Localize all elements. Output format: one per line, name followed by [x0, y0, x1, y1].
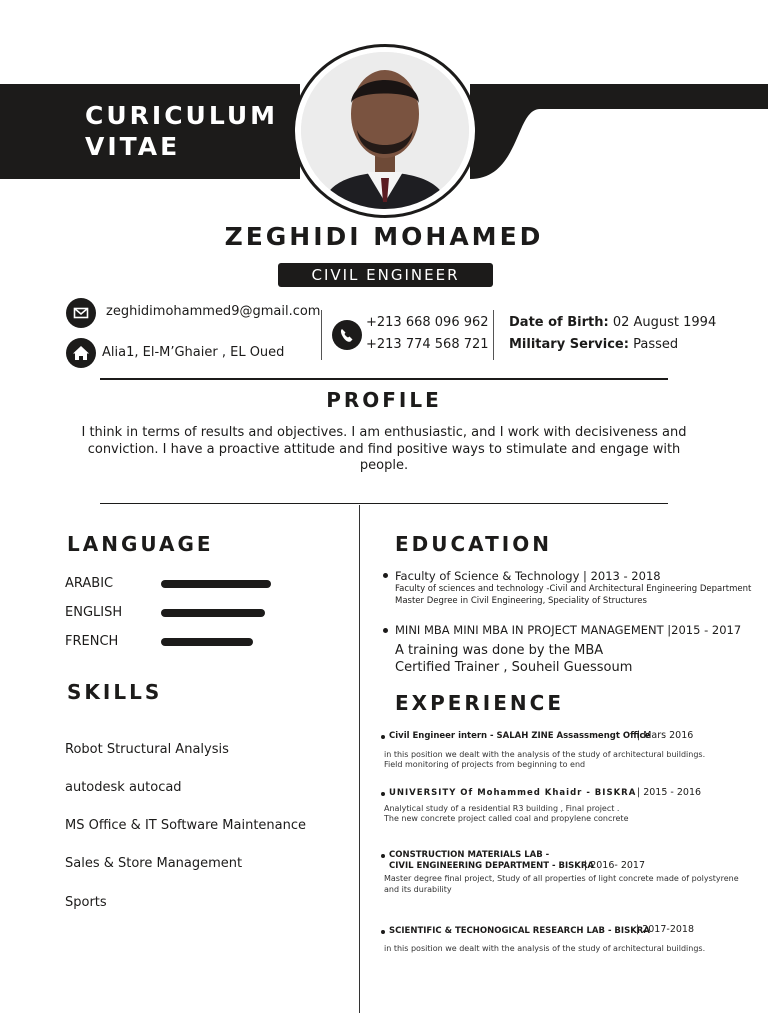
contact-divider-2 [493, 310, 494, 360]
experience-title: EXPERIENCE [395, 691, 564, 715]
experience-bullet [381, 854, 385, 858]
phone-2-text: +213 774 568 721 [366, 337, 489, 352]
experience-description: in this position we dealt with the analysis of the study of architectural buildings. [384, 750, 706, 759]
column-divider [359, 505, 360, 1013]
experience-description: Analytical study of a residential R3 building , Final project . [384, 804, 620, 813]
skills-title: SKILLS [67, 680, 163, 704]
email-icon [66, 298, 96, 328]
experience-bullet [381, 792, 385, 796]
skill-item: Sales & Store Management [65, 856, 243, 871]
experience-description: Field monitoring of projects from beginning to end [384, 760, 586, 769]
phone-icon [332, 320, 362, 350]
education-note: Certified Trainer , Souheil Guessoum [395, 660, 633, 675]
profile-text: I think in terms of results and objectives. I am enthusiastic, and I work with decisiveness and conviction. I have a proactive attitude and find positive ways to stimulate and engage with people. [81, 425, 687, 473]
experience-date: | 2017-2018 [636, 924, 695, 935]
skill-item: Sports [65, 895, 107, 910]
title-line-1: CURICULUM [85, 101, 279, 130]
dob-label: Date of Birth: [509, 315, 609, 330]
skill-item: autodesk autocad [65, 780, 182, 795]
date-of-birth [509, 315, 716, 330]
experience-role-line-2: CIVIL ENGINEERING DEPARTMENT - BISKRA [389, 861, 595, 871]
experience-description: The new concrete project called coal and propylene concrete [384, 814, 629, 823]
experience-description: in this position we dealt with the analysis of the study of architectural buildings. [384, 944, 706, 953]
experience-date: | 2016- 2017 [584, 860, 646, 871]
education-heading: MINI MBA MINI MBA IN PROJECT MANAGEMENT |2015 - 2017 [395, 623, 742, 637]
language-name: ARABIC [65, 576, 114, 591]
experience-date: | Mars 2016 [637, 730, 694, 741]
profile-photo [301, 52, 469, 209]
phone-1-text: +213 668 096 962 [366, 315, 489, 330]
experience-bullet [381, 930, 385, 934]
email-text[interactable]: zeghidimohammed9@gmail.com [106, 304, 321, 319]
language-name: ENGLISH [65, 605, 123, 620]
skill-item: MS Office & IT Software Maintenance [65, 818, 307, 833]
profile-top-divider [100, 378, 668, 380]
language-level-bar [161, 609, 265, 617]
contact-divider-1 [321, 310, 322, 360]
experience-role: UNIVERSITY Of Mohammed Khaidr - BISKRA [389, 788, 637, 798]
education-title: EDUCATION [395, 532, 552, 556]
experience-bullet [381, 735, 385, 739]
title-line-2: VITAE [85, 132, 181, 161]
experience-role: Civil Engineer intern - SALAH ZINE Assassmengt Office [389, 731, 651, 741]
experience-description: Master degree final project, Study of all properties of light concrete made of polystyrene and its durability [384, 874, 739, 894]
document-title [85, 100, 278, 162]
home-icon [66, 338, 96, 368]
profile-title: PROFILE [326, 388, 442, 412]
language-level-bar [161, 638, 253, 646]
education-note: A training was done by the MBA [395, 643, 604, 658]
skill-item: Robot Structural Analysis [65, 742, 229, 757]
job-title-badge: CIVIL ENGINEER [278, 263, 493, 287]
address-text: Alia1, El-M’Ghaier , EL Oued [102, 345, 285, 360]
language-level-bar [161, 580, 271, 588]
education-bullet [383, 628, 388, 633]
profile-bottom-divider [100, 503, 668, 504]
military-label: Military Service: [509, 337, 629, 352]
experience-date: | 2015 - 2016 [637, 787, 702, 798]
education-detail: Master Degree in Civil Engineering, Speciality of Structures [395, 596, 647, 606]
language-name: FRENCH [65, 634, 119, 649]
military-service [509, 337, 678, 352]
language-title: LANGUAGE [67, 532, 214, 556]
dob-value: 02 August 1994 [612, 315, 717, 330]
education-detail: Faculty of sciences and technology -Civil and Architectural Engineering Department [395, 584, 752, 594]
education-heading: Faculty of Science & Technology | 2013 - 2018 [395, 569, 661, 583]
education-bullet [383, 573, 388, 578]
military-value: Passed [633, 337, 679, 352]
experience-role: SCIENTIFIC & TECHONOGICAL RESEARCH LAB - BISKRA [389, 926, 650, 936]
full-name: ZEGHIDI MOHAMED [224, 222, 544, 251]
experience-role: CONSTRUCTION MATERIALS LAB - [389, 850, 550, 860]
